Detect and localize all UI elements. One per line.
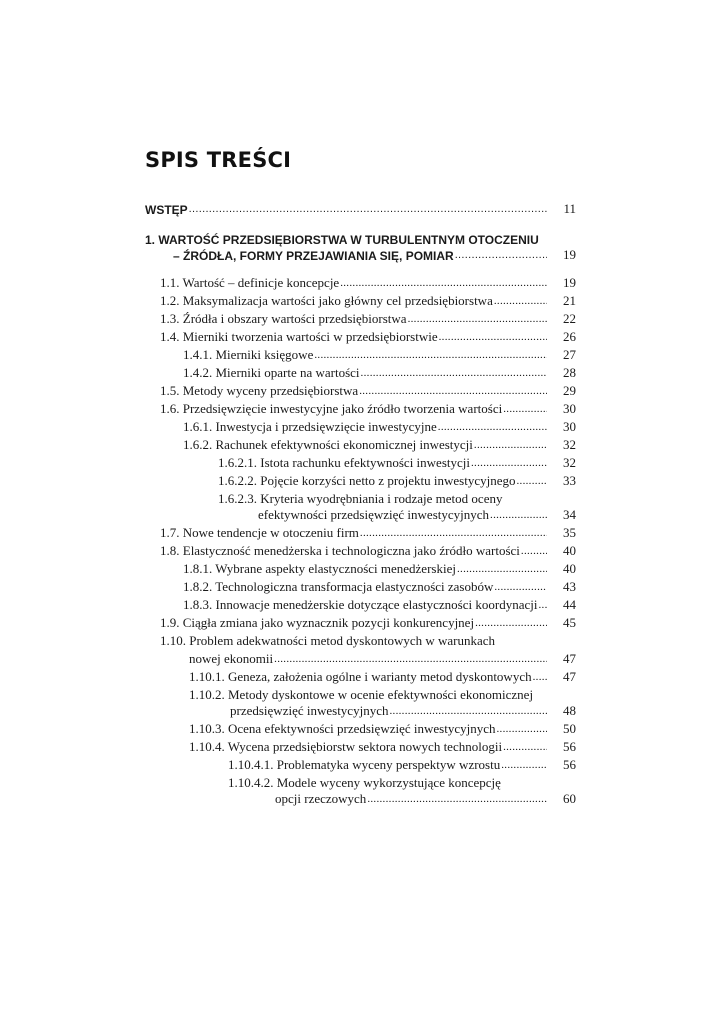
toc-entry-1-3	[160, 310, 548, 327]
dot-leader	[516, 476, 547, 487]
toc-entry-wstep	[145, 200, 548, 217]
toc-page-number: 47	[563, 651, 576, 666]
toc-entry-text: WSTĘP	[145, 203, 188, 217]
toc-entry-1-7	[160, 524, 548, 541]
dot-leader	[359, 386, 547, 397]
toc-page-number: 44	[563, 597, 576, 612]
toc-entry-1-4-1	[183, 346, 548, 363]
toc-entry-1-6-2-1	[218, 454, 548, 471]
toc-page-number: 43	[563, 579, 576, 594]
page-title: SPIS TREŚCI	[145, 148, 292, 172]
toc-entry-text: 1.6.2.2. Pojęcie korzyści netto z projektu inwestycyjnego	[218, 473, 516, 488]
dot-leader	[538, 600, 547, 611]
toc-entry-text: 1.2. Maksymalizacja wartości jako główny cel przedsiębiorstwa	[160, 293, 493, 308]
toc-page-number: 27	[563, 347, 576, 362]
toc-entry-1-6-2-3	[258, 506, 548, 523]
toc-page-number: 29	[563, 383, 576, 398]
toc-entry-1-8-2	[183, 578, 548, 595]
dot-leader	[274, 654, 547, 665]
toc-entry-text: 1.6.2.1. Istota rachunku efektywności inwestycji	[218, 455, 470, 470]
toc-entry-1-4-2	[183, 364, 548, 381]
toc-entry-text: opcji rzeczowych	[275, 791, 367, 806]
toc-entry-1-6-2-2	[218, 472, 548, 489]
dot-leader	[533, 672, 547, 683]
toc-entry-1-5	[160, 382, 548, 399]
toc-entry-text: 1.3. Źródła i obszary wartości przedsiębiorstwa	[160, 311, 407, 326]
toc-page-number: 35	[563, 525, 576, 540]
toc-entry-text: 1.4. Mierniki tworzenia wartości w przedsiębiorstwie	[160, 329, 438, 344]
toc-page-number: 45	[563, 615, 576, 630]
toc-page-number: 32	[563, 437, 576, 452]
toc-page-number: 56	[563, 757, 576, 772]
dot-leader	[457, 564, 547, 575]
toc-entry-1-10-4	[189, 738, 548, 755]
toc-entry-text: nowej ekonomii	[189, 651, 274, 666]
toc-page-number: 30	[563, 419, 576, 434]
dot-leader	[503, 742, 547, 753]
toc-page-number: 21	[563, 293, 576, 308]
toc-entry-text: 1.10.4. Wycena przedsiębiorstw sektora nowych technologii	[189, 739, 503, 754]
dot-leader	[521, 546, 547, 557]
toc-entry-1-6-2	[183, 436, 548, 453]
toc-page-number: 40	[563, 543, 576, 558]
dot-leader	[361, 368, 547, 379]
toc-page-number: 28	[563, 365, 576, 380]
dot-leader	[389, 706, 547, 717]
toc-entry-1-10-2	[230, 702, 548, 719]
toc-entry-text: 1.10.4.1. Problematyka wyceny perspektyw wzrostu	[228, 757, 501, 772]
toc-entry-text: 1.9. Ciągła zmiana jako wyznacznik pozycji konkurencyjnej	[160, 615, 475, 630]
toc-page-number: 33	[563, 473, 576, 488]
toc-page-number: 40	[563, 561, 576, 576]
toc-entry-1-9	[160, 614, 548, 631]
dot-leader	[360, 528, 547, 539]
dot-leader	[455, 250, 547, 261]
toc-page-number: 26	[563, 329, 576, 344]
toc-entry-text: 1.6. Przedsięwzięcie inwestycyjne jako źródło tworzenia wartości	[160, 401, 503, 416]
toc-entry-chapter-1	[173, 246, 548, 263]
toc-page-number: 56	[563, 739, 576, 754]
dot-leader	[189, 204, 547, 215]
toc-page-number: 60	[563, 791, 576, 806]
dot-leader	[438, 422, 547, 433]
toc-entry-1-10-1	[189, 668, 548, 685]
toc-entry-1-10	[189, 650, 548, 667]
toc-entry-1-6	[160, 400, 548, 417]
dot-leader	[496, 724, 547, 735]
dot-leader	[408, 314, 547, 325]
dot-leader	[501, 760, 547, 771]
toc-page-number: 48	[563, 703, 576, 718]
toc-page-number: 19	[563, 247, 576, 262]
toc-entry-text: 1.1. Wartość – definicje koncepcje	[160, 275, 340, 290]
toc-page-number: 19	[563, 275, 576, 290]
toc-entry-1-2	[160, 292, 548, 309]
toc-entry-text: 1.6.2. Rachunek efektywności ekonomicznej inwestycji	[183, 437, 473, 452]
toc-entry-text-line1: 1.10. Problem adekwatności metod dyskontowych w warunkach	[160, 633, 496, 648]
toc-entry-1-10-4-2	[275, 790, 548, 807]
toc-page-number: 50	[563, 721, 576, 736]
dot-leader	[503, 404, 547, 415]
toc-page-number: 34	[563, 507, 576, 522]
toc-entry-text: 1.4.1. Mierniki księgowe	[183, 347, 314, 362]
toc-entry-text: 1.8. Elastyczność menedżerska i technologiczna jako źródło wartości	[160, 543, 520, 558]
toc-entry-text: 1.8.1. Wybrane aspekty elastyczności menedżerskiej	[183, 561, 456, 576]
dot-leader	[475, 618, 547, 629]
toc-entry-text: 1.5. Metody wyceny przedsiębiorstwa	[160, 383, 359, 398]
toc-entry-text-line1: 1.10.2. Metody dyskontowe w ocenie efektywności ekonomicznej	[189, 687, 534, 702]
dot-leader	[471, 458, 547, 469]
toc-entry-1-10-4-1	[228, 756, 548, 773]
dot-leader	[494, 582, 547, 593]
toc-entry-1-1	[160, 274, 548, 291]
dot-leader	[494, 296, 547, 307]
toc-entry-text: przedsięwzięć inwestycyjnych	[230, 703, 389, 718]
toc-page-number: 30	[563, 401, 576, 416]
toc-entry-1-8-3	[183, 596, 548, 613]
dot-leader	[439, 332, 547, 343]
toc-entry-text: 1.8.3. Innowacje menedżerskie dotyczące elastyczności koordynacji	[183, 597, 538, 612]
dot-leader	[367, 794, 547, 805]
toc-entry-text-line1: 1. WARTOŚĆ PRZEDSIĘBIORSTWA W TURBULENTNYM OTOCZENIU	[145, 233, 539, 247]
toc-page-number: 32	[563, 455, 576, 470]
dot-leader	[340, 278, 547, 289]
dot-leader	[490, 510, 547, 521]
toc-entry-1-6-1	[183, 418, 548, 435]
toc-page-number: 47	[563, 669, 576, 684]
toc-entry-text: 1.8.2. Technologiczna transformacja elastyczności zasobów	[183, 579, 494, 594]
toc-page-number: 22	[563, 311, 576, 326]
toc-entry-text: 1.10.3. Ocena efektywności przedsięwzięć inwestycyjnych	[189, 721, 496, 736]
toc-entry-1-10-3	[189, 720, 548, 737]
toc-entry-text: efektywności przedsięwzięć inwestycyjnych	[258, 507, 490, 522]
toc-entry-1-8	[160, 542, 548, 559]
toc-entry-text-line1: 1.10.4.2. Modele wyceny wykorzystujące koncepcję	[228, 775, 501, 790]
toc-page-number: 11	[563, 201, 576, 216]
toc-entry-text: – ŹRÓDŁA, FORMY PRZEJAWIANIA SIĘ, POMIAR	[173, 249, 454, 263]
toc-entry-text: 1.7. Nowe tendencje w otoczeniu firm	[160, 525, 359, 540]
toc-entry-text-line1: 1.6.2.3. Kryteria wyodrębniania i rodzaje metod oceny	[218, 491, 503, 506]
toc-entry-text: 1.6.1. Inwestycja i przedsięwzięcie inwestycyjne	[183, 419, 437, 434]
dot-leader	[314, 350, 547, 361]
toc-entry-1-4	[160, 328, 548, 345]
toc-entry-text: 1.4.2. Mierniki oparte na wartości	[183, 365, 360, 380]
toc-entry-1-8-1	[183, 560, 548, 577]
dot-leader	[474, 440, 547, 451]
toc-entry-text: 1.10.1. Geneza, założenia ogólne i warianty metod dyskontowych	[189, 669, 532, 684]
